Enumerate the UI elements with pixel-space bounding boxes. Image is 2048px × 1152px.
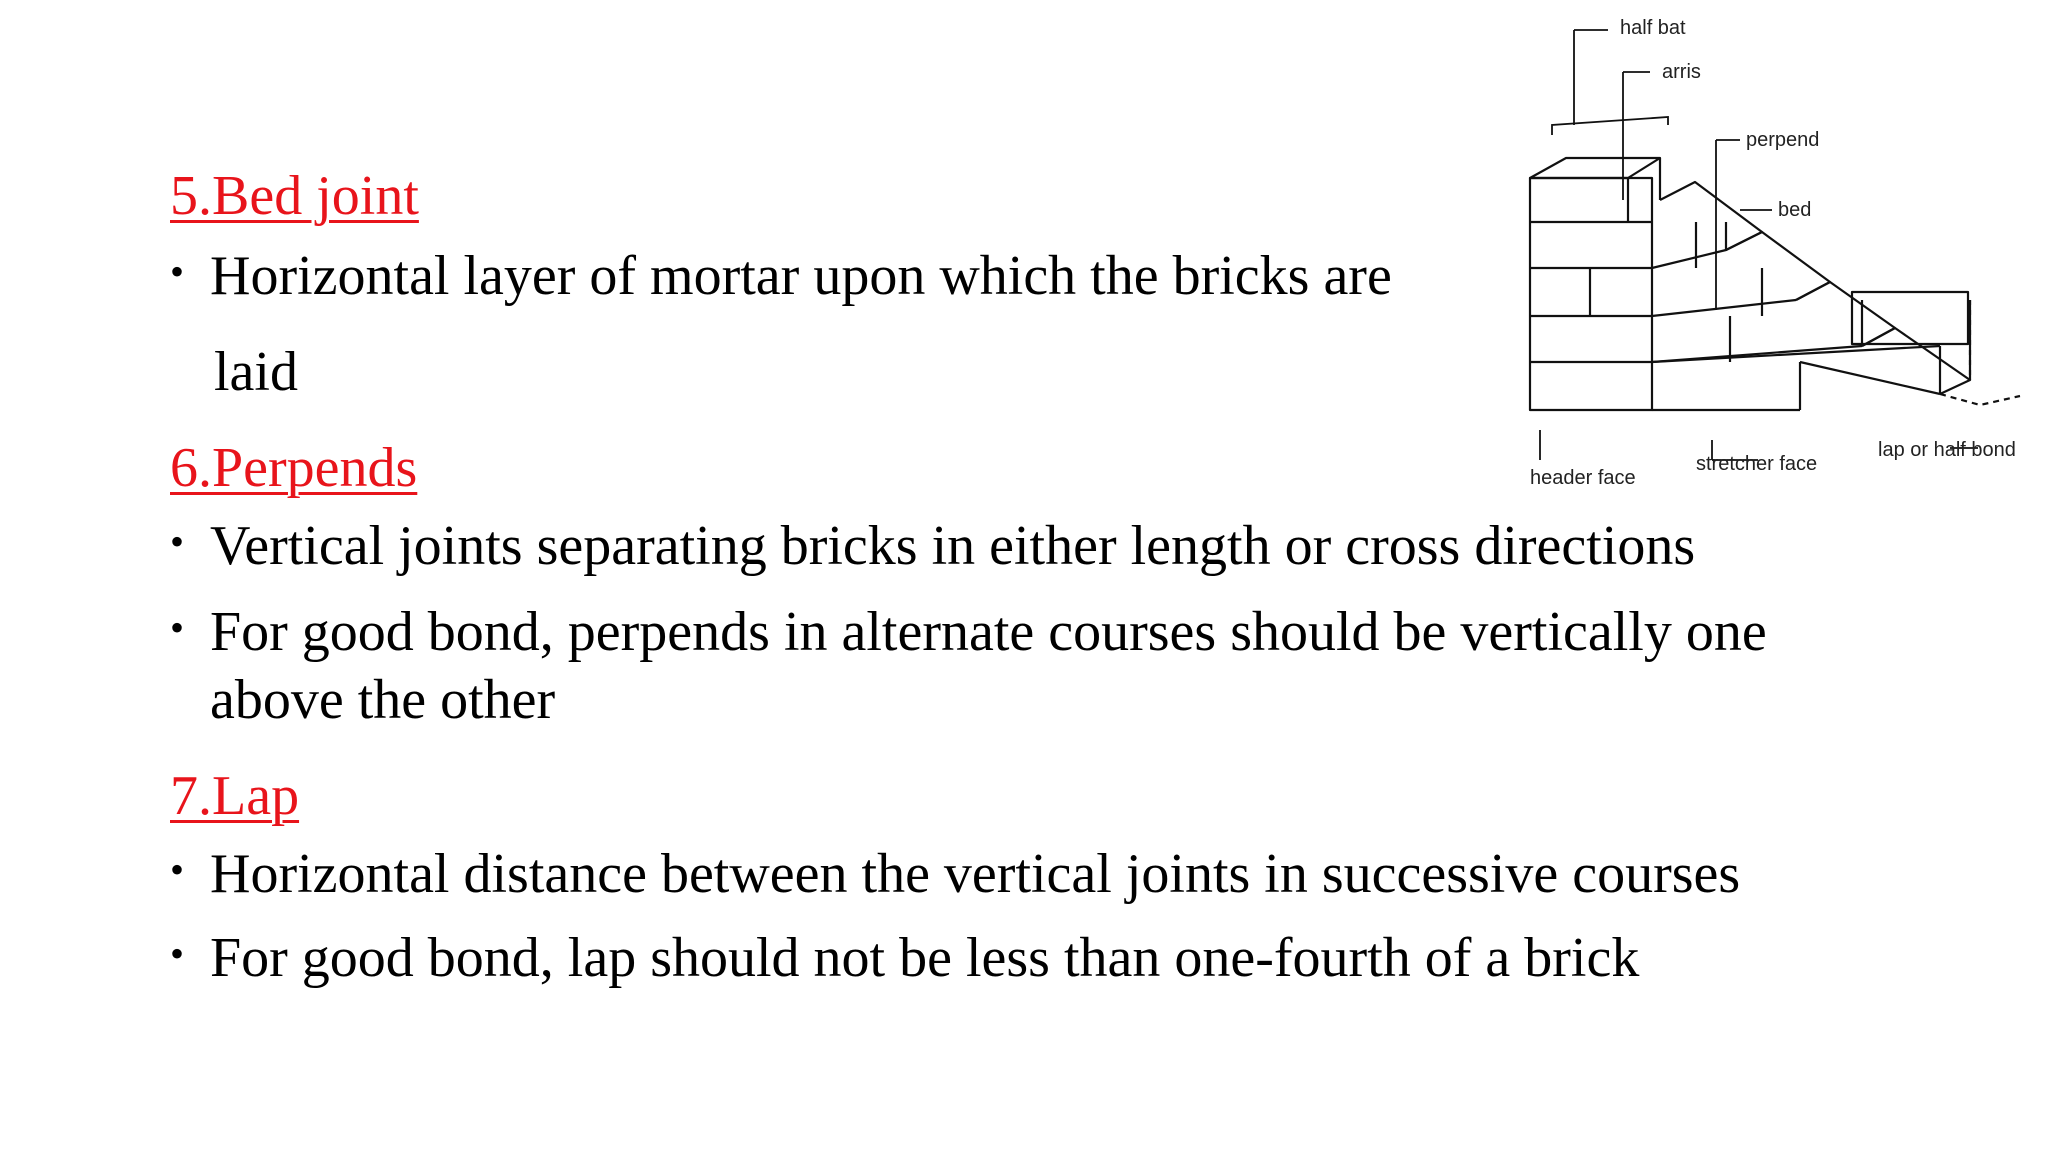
bullet-icon: • bbox=[170, 605, 185, 650]
heading-lap: 7.Lap bbox=[170, 765, 300, 827]
heading-perpends: 6.Perpends bbox=[170, 437, 418, 499]
bullet-text: Vertical joints separating bricks in either length or cross directions bbox=[210, 515, 1696, 577]
label-bed: bed bbox=[1778, 199, 1812, 221]
brickwork-diagram bbox=[1500, 0, 2040, 520]
bullet-text: For good bond, lap should not be less than one-fourth of a brick bbox=[210, 927, 1640, 989]
label-stretcher-face: stretcher face bbox=[1696, 453, 1818, 475]
label-lap-or-half-bond: lap or half bond bbox=[1878, 439, 2016, 461]
bullet-text: For good bond, perpends in alternate courses should be vertically one bbox=[210, 601, 1767, 663]
heading-bed-joint: 5.Bed joint bbox=[170, 165, 419, 227]
bullet-text: Horizontal distance between the vertical joints in successive courses bbox=[210, 843, 1741, 905]
bullet-icon: • bbox=[170, 931, 185, 976]
bullet-continuation: above the other bbox=[210, 669, 556, 731]
bullet-icon: • bbox=[170, 249, 185, 294]
label-header-face: header face bbox=[1530, 467, 1636, 489]
label-half-bat: half bat bbox=[1620, 17, 1686, 39]
bullet-icon: • bbox=[170, 847, 185, 892]
label-perpend: perpend bbox=[1746, 129, 1820, 151]
bullet-icon: • bbox=[170, 519, 185, 564]
label-arris: arris bbox=[1662, 61, 1701, 83]
bullet-text: Horizontal layer of mortar upon which the bricks are bbox=[210, 245, 1392, 307]
bullet-continuation: laid bbox=[214, 341, 298, 403]
